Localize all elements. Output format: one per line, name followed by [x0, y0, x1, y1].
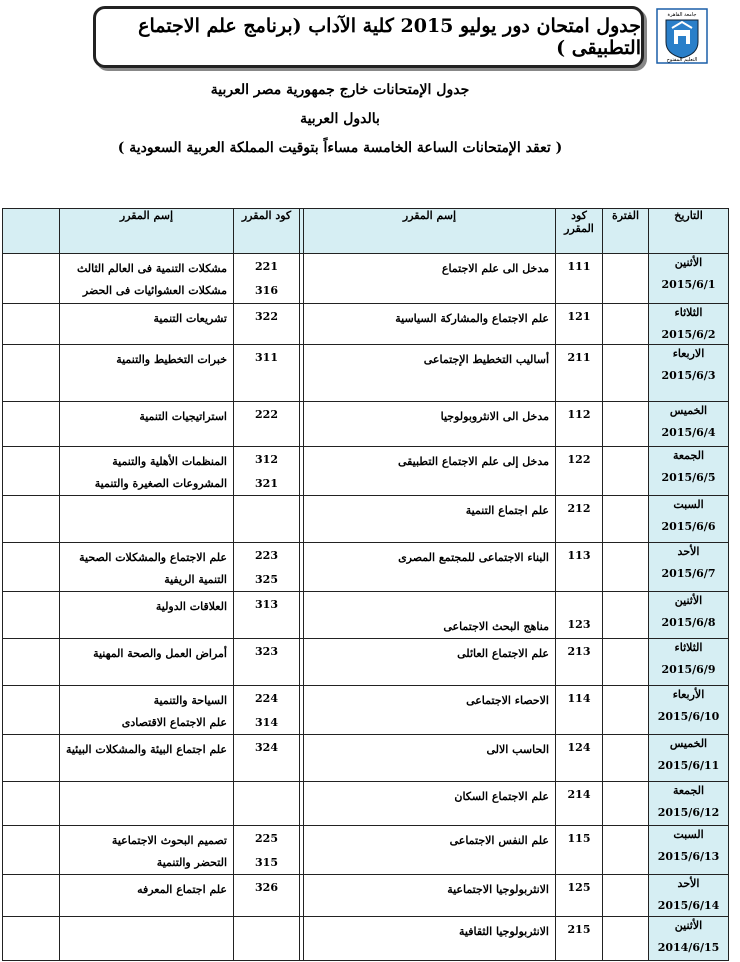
day-name: الأربعاء	[672, 688, 705, 701]
date-cell	[649, 254, 729, 304]
exam-date: 2015/6/13	[657, 850, 720, 863]
period-cell	[603, 496, 649, 543]
code-1-cell	[556, 447, 603, 496]
header-course-1: إسم المقرر	[304, 209, 556, 254]
code-2-cell	[234, 543, 300, 592]
course-2-cell	[60, 782, 234, 826]
table-row	[3, 735, 729, 782]
course-2-code: 221	[255, 260, 278, 273]
date-cell	[649, 402, 729, 447]
date-cell	[649, 447, 729, 496]
course-1-cell	[304, 543, 556, 592]
course-1-cell	[304, 917, 556, 961]
course-2-name: علم الاجتماع الاقتصادى	[121, 716, 227, 729]
course-1-cell	[304, 639, 556, 686]
day-name: الأثنين	[674, 256, 703, 269]
course-2-name: المشروعات الصغيرة والتنمية	[94, 477, 227, 490]
course-1-code: 125	[567, 881, 591, 894]
blank-cell	[3, 917, 60, 961]
code-2-cell	[234, 826, 300, 875]
course-1-code: 113	[567, 549, 591, 562]
course-2-name: علم اجتماع البيئة والمشكلات البيئية	[65, 743, 227, 756]
code-2-cell	[234, 254, 300, 304]
period-cell	[603, 875, 649, 917]
course-2-name: مشكلات العشوائيات فى الحضر	[82, 284, 227, 297]
course-2-cell	[60, 543, 234, 592]
course-1-code: 215	[567, 923, 591, 936]
university-logo	[656, 8, 708, 64]
blank-cell	[3, 639, 60, 686]
course-2-cell	[60, 304, 234, 345]
blank-cell	[3, 735, 60, 782]
course-2-cell	[60, 875, 234, 917]
course-1-name: علم الاجتماع والمشاركة السياسية	[395, 312, 549, 325]
course-1-cell	[304, 402, 556, 447]
course-2-name: العلاقات الدولية	[155, 600, 227, 613]
course-2-name: المنظمات الأهلية والتنمية	[112, 455, 227, 468]
course-2-code: 325	[255, 573, 278, 586]
date-cell	[649, 639, 729, 686]
day-name: الأحد	[677, 545, 700, 558]
blank-cell	[3, 543, 60, 592]
course-2-cell	[60, 826, 234, 875]
blank-cell	[3, 592, 60, 639]
course-1-name: أساليب التخطيط الإجتماعى	[423, 353, 549, 366]
exam-date: 2015/6/10	[657, 710, 720, 723]
table-row	[3, 686, 729, 735]
table-row	[3, 592, 729, 639]
blank-cell	[3, 304, 60, 345]
course-2-name: تشريعات التنمية	[153, 312, 227, 325]
code-1-cell	[556, 875, 603, 917]
code-1-cell	[556, 402, 603, 447]
logo-text-top: جامعة القاهرة	[667, 12, 697, 18]
date-cell	[649, 875, 729, 917]
table-row	[3, 345, 729, 402]
course-1-name: الانثربولوجيا الثقافية	[459, 925, 549, 938]
exam-date: 2015/6/12	[657, 806, 720, 819]
code-2-cell	[234, 496, 300, 543]
table-header-row	[3, 209, 729, 254]
blank-cell	[3, 826, 60, 875]
period-cell	[603, 304, 649, 345]
day-name: الخميس	[669, 737, 708, 750]
table-row	[3, 782, 729, 826]
course-1-code: 123	[567, 618, 591, 631]
code-1-cell	[556, 345, 603, 402]
day-name: السبت	[673, 498, 704, 511]
day-name: الاربعاء	[672, 347, 705, 360]
code-2-cell	[234, 592, 300, 639]
course-2-code: 313	[255, 598, 278, 611]
subtitle-line-2: بالدول العربية	[300, 111, 380, 127]
course-1-name: مدخل إلى علم الاجتماع التطبيقى	[397, 455, 549, 468]
day-name: السبت	[673, 828, 704, 841]
course-1-cell	[304, 875, 556, 917]
table-row	[3, 402, 729, 447]
header-period: الفترة	[603, 209, 649, 254]
subtitle-line-1: جدول الإمتحانات خارج جمهورية مصر العربية	[210, 82, 470, 98]
period-cell	[603, 254, 649, 304]
period-cell	[603, 543, 649, 592]
day-name: الجمعة	[672, 784, 705, 797]
course-1-cell	[304, 735, 556, 782]
period-cell	[603, 402, 649, 447]
course-2-name: علم الاجتماع والمشكلات الصحية	[79, 551, 227, 564]
period-cell	[603, 917, 649, 961]
code-1-cell	[556, 496, 603, 543]
exam-date: 2015/6/6	[661, 520, 716, 533]
header-course-2: إسم المقرر	[60, 209, 234, 254]
course-2-code: 311	[255, 351, 278, 364]
table-row	[3, 917, 729, 961]
day-name: الأثنين	[674, 919, 703, 932]
course-1-code: 213	[567, 645, 591, 658]
blank-cell	[3, 254, 60, 304]
course-2-code: 326	[255, 881, 278, 894]
course-1-code: 211	[567, 351, 591, 364]
course-1-code: 212	[567, 502, 591, 515]
header-blank-left	[3, 209, 60, 254]
course-1-cell	[304, 592, 556, 639]
exam-date: 2015/6/7	[661, 567, 716, 580]
header-date: التاريخ	[649, 209, 729, 254]
course-1-name: علم الاجتماع السكان	[454, 790, 549, 803]
exam-date: 2015/6/5	[661, 471, 716, 484]
course-2-cell	[60, 686, 234, 735]
course-2-code: 315	[255, 856, 278, 869]
course-2-name: علم اجتماع المعرفه	[137, 883, 227, 896]
day-name: الثلاثاء	[674, 641, 703, 654]
day-name: الأثنين	[674, 594, 703, 607]
course-2-code: 312	[255, 453, 278, 466]
course-2-name: خبرات التخطيط والتنمية	[116, 353, 227, 366]
code-1-cell	[556, 782, 603, 826]
course-2-cell	[60, 254, 234, 304]
exam-date: 2015/6/11	[657, 759, 720, 772]
exam-date: 2015/6/9	[661, 663, 716, 676]
code-2-cell	[234, 782, 300, 826]
exam-date: 2015/6/4	[661, 426, 716, 439]
table-row	[3, 447, 729, 496]
course-2-code: 321	[255, 477, 278, 490]
course-1-name: البناء الاجتماعى للمجتمع المصرى	[398, 551, 549, 564]
course-2-cell	[60, 735, 234, 782]
course-2-code: 224	[255, 692, 278, 705]
course-2-code: 225	[255, 832, 278, 845]
course-1-cell	[304, 254, 556, 304]
title-box	[93, 6, 644, 68]
course-2-name: التحضر والتنمية	[156, 856, 227, 869]
code-1-cell	[556, 543, 603, 592]
code-2-cell	[234, 686, 300, 735]
code-1-cell	[556, 592, 603, 639]
blank-cell	[3, 496, 60, 543]
table-row	[3, 543, 729, 592]
blank-cell	[3, 402, 60, 447]
course-2-name: تصميم البحوث الاجتماعية	[111, 834, 227, 847]
course-1-code: 121	[567, 310, 591, 323]
table-row	[3, 826, 729, 875]
course-1-name: علم اجتماع التنمية	[465, 504, 549, 517]
code-2-cell	[234, 735, 300, 782]
code-1-cell	[556, 639, 603, 686]
course-1-name: مناهج البحث الاجتماعى	[443, 620, 549, 633]
course-2-cell	[60, 447, 234, 496]
course-2-name: استراتيجيات التنمية	[139, 410, 227, 423]
exam-date: 2015/6/8	[661, 616, 716, 629]
course-1-code: 112	[567, 408, 591, 421]
course-2-cell	[60, 917, 234, 961]
day-name: الخميس	[669, 404, 708, 417]
course-1-cell	[304, 345, 556, 402]
exam-schedule-table	[2, 208, 729, 961]
course-2-name: أمراض العمل والصحة المهنية	[93, 647, 227, 660]
code-2-cell	[234, 447, 300, 496]
code-2-cell	[234, 345, 300, 402]
date-cell	[649, 826, 729, 875]
course-1-code: 122	[567, 453, 591, 466]
date-cell	[649, 345, 729, 402]
period-cell	[603, 686, 649, 735]
day-name: الأحد	[677, 877, 700, 890]
course-1-cell	[304, 686, 556, 735]
blank-cell	[3, 686, 60, 735]
code-2-cell	[234, 917, 300, 961]
course-2-cell	[60, 496, 234, 543]
header-code-1: كود المقرر	[556, 209, 603, 254]
code-1-cell	[556, 826, 603, 875]
blank-cell	[3, 345, 60, 402]
code-1-cell	[556, 254, 603, 304]
course-2-code: 222	[255, 408, 278, 421]
table-row	[3, 875, 729, 917]
course-2-name: التنمية الريفية	[164, 573, 227, 586]
period-cell	[603, 782, 649, 826]
date-cell	[649, 304, 729, 345]
course-1-name: مدخل الى علم الاجتماع	[441, 262, 549, 275]
date-cell	[649, 592, 729, 639]
period-cell	[603, 735, 649, 782]
table-row	[3, 304, 729, 345]
table-row	[3, 639, 729, 686]
period-cell	[603, 639, 649, 686]
code-2-cell	[234, 639, 300, 686]
date-cell	[649, 917, 729, 961]
course-1-name: الانثربولوجيا الاجتماعية	[447, 883, 549, 896]
date-cell	[649, 543, 729, 592]
exam-date: 2015/6/1	[661, 278, 716, 291]
period-cell	[603, 826, 649, 875]
exam-date: 2014/6/15	[657, 941, 720, 954]
code-2-cell	[234, 304, 300, 345]
date-cell	[649, 496, 729, 543]
blank-cell	[3, 875, 60, 917]
course-2-code: 324	[255, 741, 278, 754]
course-1-code: 114	[567, 692, 591, 705]
code-2-cell	[234, 402, 300, 447]
period-cell	[603, 592, 649, 639]
course-1-name: الاحصاء الاجتماعى	[466, 694, 549, 707]
course-1-cell	[304, 826, 556, 875]
code-2-cell	[234, 875, 300, 917]
date-cell	[649, 735, 729, 782]
course-1-cell	[304, 304, 556, 345]
course-1-name: مدخل الى الانثروبولوجيا	[440, 410, 549, 423]
date-cell	[649, 782, 729, 826]
code-1-cell	[556, 917, 603, 961]
course-2-code: 223	[255, 549, 278, 562]
subtitle-line-3: ( تعقد الإمتحانات الساعة الخامسة مساءاً بتوقيت المملكة العربية السعودية )	[117, 140, 563, 156]
course-2-code: 322	[255, 310, 278, 323]
code-1-cell	[556, 304, 603, 345]
course-1-code: 111	[567, 260, 591, 273]
exam-date: 2015/6/14	[657, 899, 720, 912]
period-cell	[603, 345, 649, 402]
course-1-name: الحاسب الالى	[486, 743, 549, 756]
course-2-name: السياحة والتنمية	[153, 694, 227, 707]
blank-cell	[3, 782, 60, 826]
course-2-code: 314	[255, 716, 278, 729]
course-2-cell	[60, 402, 234, 447]
code-1-cell	[556, 686, 603, 735]
period-cell	[603, 447, 649, 496]
course-2-code: 316	[255, 284, 278, 297]
exam-date: 2015/6/3	[661, 369, 716, 382]
course-2-cell	[60, 639, 234, 686]
course-2-code: 323	[255, 645, 278, 658]
page-title: جدول امتحان دور يوليو 2015 كلية الآداب (برنامج علم الاجتماع التطبيقى )	[138, 15, 641, 59]
table-row	[3, 254, 729, 304]
date-cell	[649, 686, 729, 735]
code-1-cell	[556, 735, 603, 782]
course-2-cell	[60, 345, 234, 402]
day-name: الجمعة	[672, 449, 705, 462]
course-1-cell	[304, 447, 556, 496]
course-1-cell	[304, 496, 556, 543]
day-name: الثلاثاء	[674, 306, 703, 319]
logo-text-bottom: التعليم المفتوح	[666, 57, 698, 63]
blank-cell	[3, 447, 60, 496]
course-2-cell	[60, 592, 234, 639]
course-2-name: مشكلات التنمية فى العالم الثالث	[76, 262, 227, 275]
course-1-cell	[304, 782, 556, 826]
course-1-name: علم النفس الاجتماعى	[449, 834, 549, 847]
course-1-code: 214	[567, 788, 591, 801]
course-1-code: 124	[567, 741, 591, 754]
exam-date: 2015/6/2	[661, 328, 716, 341]
course-1-name: علم الاجتماع العائلى	[457, 647, 549, 660]
course-1-code: 115	[567, 832, 591, 845]
header-code-2: كود المقرر	[234, 209, 300, 254]
table-row	[3, 496, 729, 543]
